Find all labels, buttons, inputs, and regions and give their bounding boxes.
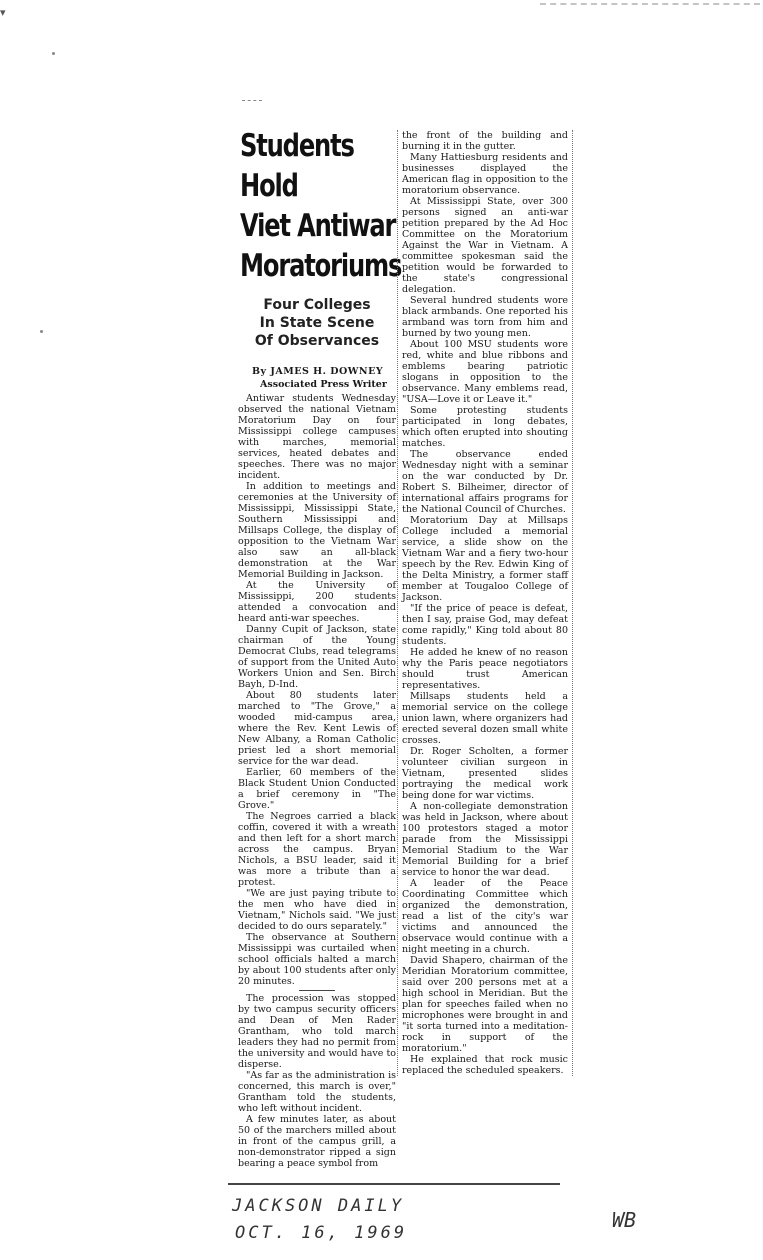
article-paragraph: The observance ended Wednesday night with a seminar on the war conducted by Dr. Robert S. Bilheimer, director of international affairs programs for the National Council of Churches. — [402, 449, 568, 515]
article-paragraph: A leader of the Peace Coordinating Committee which organized the demonstration, read a list of the city's war victims and announced the observace would continue with a night meeting in a church. — [402, 878, 568, 955]
article-paragraph: Several hundred students wore black armbands. One reported his armband was torn from him and burned by two young men. — [402, 295, 568, 339]
article-paragraph: The Negroes carried a black coffin, covered it with a wreath and then left for a short march across the campus. Bryan Nichols, a BSU leader, said it was more a tribute than a protest. — [238, 811, 396, 888]
handwritten-publication: JACKSON DAILY — [232, 1196, 405, 1216]
article-paragraph: "If the price of peace is defeat, then I say, praise God, may defeat come rapidly," King told about 80 students. — [402, 603, 568, 647]
speck — [40, 330, 43, 333]
article-paragraph: He added he knew of no reason why the Paris peace negotiators should trust American representatives. — [402, 647, 568, 691]
bottom-rule — [228, 1183, 560, 1185]
section-separator — [299, 990, 335, 991]
subhead — [238, 296, 396, 350]
agency-line: Associated Press Writer — [260, 379, 387, 390]
article-paragraph: Danny Cupit of Jackson, state chairman of the Young Democrat Clubs, read telegrams of support from the United Auto Workers Union and Sen. Birch Bayh, D-Ind. — [238, 624, 396, 690]
headline — [240, 126, 402, 286]
headline-tick — [242, 100, 262, 101]
article-paragraph: At the University of Mississippi, 200 students attended a convocation and heard anti-war speeches. — [238, 580, 396, 624]
article-paragraph: A non-collegiate demonstration was held in Jackson, where about 100 protestors staged a motor parade from the Mississippi Memorial Stadium to the War Memorial Building for a brief service to honor the war dead. — [402, 801, 568, 878]
corner-mark: ▾ — [0, 6, 6, 19]
article-paragraph: The observance at Southern Mississippi was curtailed when school officials halted a march by about 100 students after only 20 minutes. — [238, 932, 396, 987]
headline-line: Viet Antiwar — [240, 208, 396, 244]
article-paragraph: Earlier, 60 members of the Black Student Union Conducted a brief ceremony in "The Grove." — [238, 767, 396, 811]
article-paragraph: He explained that rock music replaced the scheduled speakers. — [402, 1054, 568, 1076]
article-paragraph: Dr. Roger Scholten, a former volunteer civilian surgeon in Vietnam, presented slides portraying the medical work being done for war victims. — [402, 746, 568, 801]
subhead-line: Four Colleges — [263, 297, 371, 313]
headline-line: Students Hold — [240, 128, 354, 204]
speck — [52, 52, 55, 55]
article-paragraph: Antiwar students Wednesday observed the national Vietnam Moratorium Day on four Mississippi college campuses with marches, memorial services, heated debates and speeches. There was no major incident. — [238, 393, 396, 481]
article-paragraph: At Mississippi State, over 300 persons signed an anti-war petition prepared by the Ad Hoc Committee on the Moratorium Against the War in Vietnam. A committee spokesman said the petition would be forwarded to the state's congressional delegation. — [402, 196, 568, 295]
article-paragraph: In addition to meetings and ceremonies at the University of Mississippi, Mississippi State, Southern Mississippi and Millsaps College, the display of opposition to the Vietnam War also saw an all-black demonstration at the War Memorial Building in Jackson. — [238, 481, 396, 580]
newspaper-clipping — [226, 100, 572, 1175]
article-paragraph: Some protesting students participated in long debates, which often erupted into shouting matches. — [402, 405, 568, 449]
article-paragraph: Moratorium Day at Millsaps College included a memorial service, a slide show on the Vietnam War and a fiery two-hour speech by the Rev. Edwin King of the Delta Ministry, a former staff member at Tougaloo College of Jackson. — [402, 515, 568, 603]
article-paragraph: About 100 MSU students wore red, white and blue ribbons and emblems bearing patriotic slogans in opposition to the observance. Many emblems read, "USA—Love it or Leave it." — [402, 339, 568, 405]
left-column — [238, 120, 402, 1169]
article-paragraph: "As far as the administration is concerned, this march is over," Grantham told the students, who left without incident. — [238, 1070, 396, 1114]
subhead-line: Of Observances — [254, 333, 380, 349]
headline-line: Moratoriums — [240, 248, 402, 284]
byline: By JAMES H. DOWNEY — [252, 366, 384, 377]
article-paragraph: The procession was stopped by two campus security officers and Dean of Men Rader Grantham, who told march leaders they had no permit from the university and would have to disperse. — [238, 993, 396, 1070]
article-paragraph: A few minutes later, as about 50 of the marchers milled about in front of the campus grill, a non-demonstrator ripped a sign bearing a peace symbol from — [238, 1114, 396, 1169]
article-paragraph: Millsaps students held a memorial service on the college union lawn, where organizers had erected several dozen small white crosses. — [402, 691, 568, 746]
handwritten-initials: WB — [612, 1208, 637, 1232]
article-paragraph: Many Hattiesburg residents and businesses displayed the American flag in opposition to the moratorium observance. — [402, 152, 568, 196]
handwritten-date: OCT. 16, 1969 — [235, 1223, 408, 1243]
article-paragraph: About 80 students later marched to "The Grove," a wooded mid-campus area, where the Rev. Kent Lewis of New Albany, a Roman Catholic priest led a short memorial service for the war dead. — [238, 690, 396, 767]
subhead-line: In State Scene — [259, 315, 375, 331]
article-paragraph: the front of the building and burning it in the gutter. — [402, 130, 568, 152]
right-column — [402, 130, 568, 1076]
top-dashed-border — [540, 3, 760, 5]
article-paragraph: "We are just paying tribute to the men who have died in Vietnam," Nichols said. "We just decided to do ours separately." — [238, 888, 396, 932]
article-paragraph: David Shapero, chairman of the Meridian Moratorium committee, said over 200 persons met at a high school in Meridian. But the plan for speeches failed when no microphones were brought in and "it sorta turned into a meditation-rock in support of the moratorium." — [402, 955, 568, 1054]
